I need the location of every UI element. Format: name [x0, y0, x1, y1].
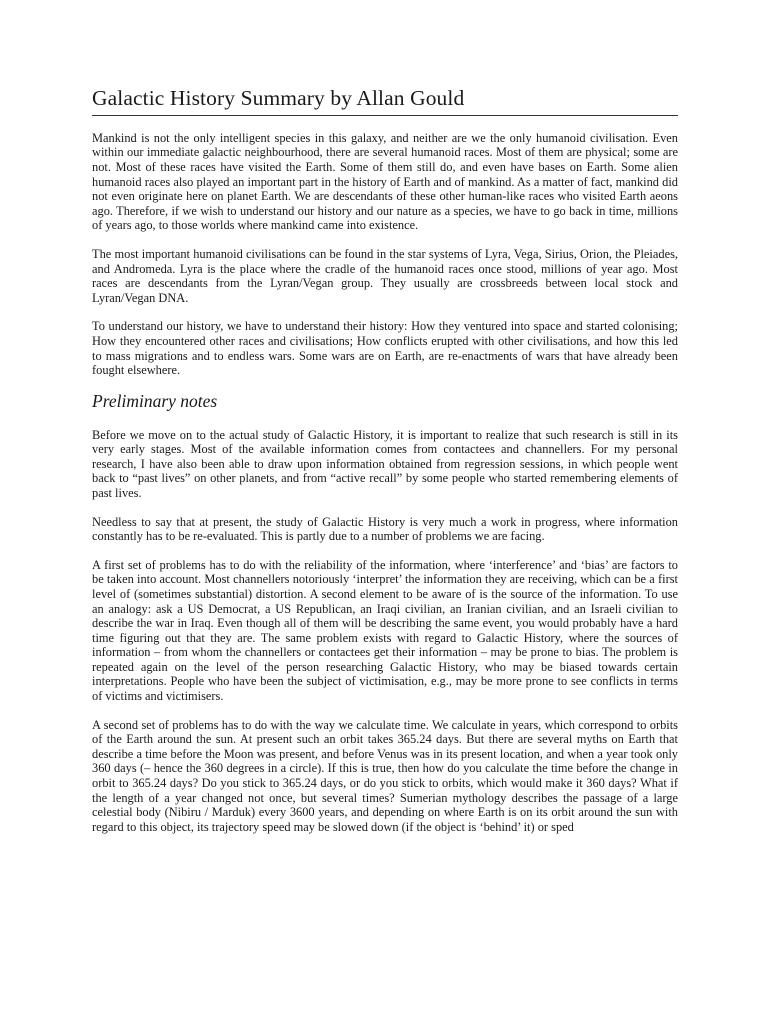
- notes-paragraph-2: Needless to say that at present, the study of Galactic History is very much a work in progress, where information constantly has to be re-evaluated. This is partly due to a number of problems we are facing.: [92, 514, 678, 544]
- document-title: Galactic History Summary by Allan Gould: [92, 86, 678, 116]
- intro-paragraph-1: Mankind is not the only intelligent species in this galaxy, and neither are we the only humanoid civilisation. Even within our immediate galactic neighbourhood, there are several humanoid races. Most of them are physical; some are not. Most of these races have visited the Earth. Some of them still do, and even have bases on Earth. Some alien humanoid races also played an important part in the history of Earth and of mankind. As a matter of fact, mankind did not even originate here on planet Earth. We are descendants of these other human-like races who visited Earth aeons ago. Therefore, if we wish to understand our history and our nature as a species, we have to go back in time, millions of years ago, to those worlds where mankind came into existence.: [92, 130, 678, 233]
- intro-paragraph-3: To understand our history, we have to understand their history: How they ventured into space and started colonising; How they encountered other races and civilisations; How conflicts erupted with other civilisations, and how this led to mass migrations and to endless wars. Some wars are on Earth, are re-enactments of wars that have already been fought elsewhere.: [92, 319, 678, 378]
- notes-paragraph-4: A second set of problems has to do with the way we calculate time. We calculate in years, which correspond to orbits of the Earth around the sun. At present such an orbit takes 365.24 days. But there are several myths on Earth that describe a time before the Moon was present, and before Venus was in its present location, and when a year took only 360 days (– hence the 360 degrees in a circle). If this is true, then how do you calculate the time before the change in orbit to 365.24 days? Do you stick to 365.24 days, or do you stick to orbits, which would make it 360 days? What if the length of a year changed not once, but several times? Sumerian mythology describes the passage of a large celestial body (Nibiru / Marduk) every 3600 years, and depending on where Earth is on its orbit around the sun with regard to this object, its trajectory speed may be slowed down (if the object is ‘behind’ it) or sped: [92, 717, 678, 834]
- document-page: [92, 86, 678, 834]
- notes-paragraph-3: A first set of problems has to do with the reliability of the information, where ‘interference’ and ‘bias’ are factors to be taken into account. Most channellers notoriously ‘interpret’ the information they are receiving, which can be a first level of (sometimes substantial) distortion. A second element to be aware of is the source of the information. To use an analogy: ask a US Democrat, a US Republican, an Iraqi civilian, an Iranian civilian, and an Israeli civilian to describe the war in Iraq. Even though all of them will be describing the same event, you would probably have a hard time figuring out that they are. The same problem exists with regard to Galactic History, where the sources of information – from whom the channellers or contactees get their information – may be prone to bias. The problem is repeated again on the level of the person researching Galactic History, who may be biased towards certain interpretations. People who have been the subject of victimisation, e.g., may be more prone to see conflicts in terms of victims and victimisers.: [92, 557, 678, 704]
- section-heading-preliminary-notes: Preliminary notes: [92, 390, 218, 411]
- notes-paragraph-1: Before we move on to the actual study of Galactic History, it is important to realize that such research is still in its very early stages. Most of the available information comes from contactees and channellers. For my personal research, I have also been able to draw upon information obtained from regression sessions, in which people went back to “past lives” on other planets, and from “active recall” by some people who started remembering elements of past lives.: [92, 427, 678, 500]
- intro-paragraph-2: The most important humanoid civilisations can be found in the star systems of Lyra, Vega, Sirius, Orion, the Pleiades, and Andromeda. Lyra is the place where the cradle of the humanoid races once stood, millions of year ago. Most races are descendants from the Lyran/Vegan group. They usually are crossbreeds between local stock and Lyran/Vegan DNA.: [92, 246, 678, 305]
